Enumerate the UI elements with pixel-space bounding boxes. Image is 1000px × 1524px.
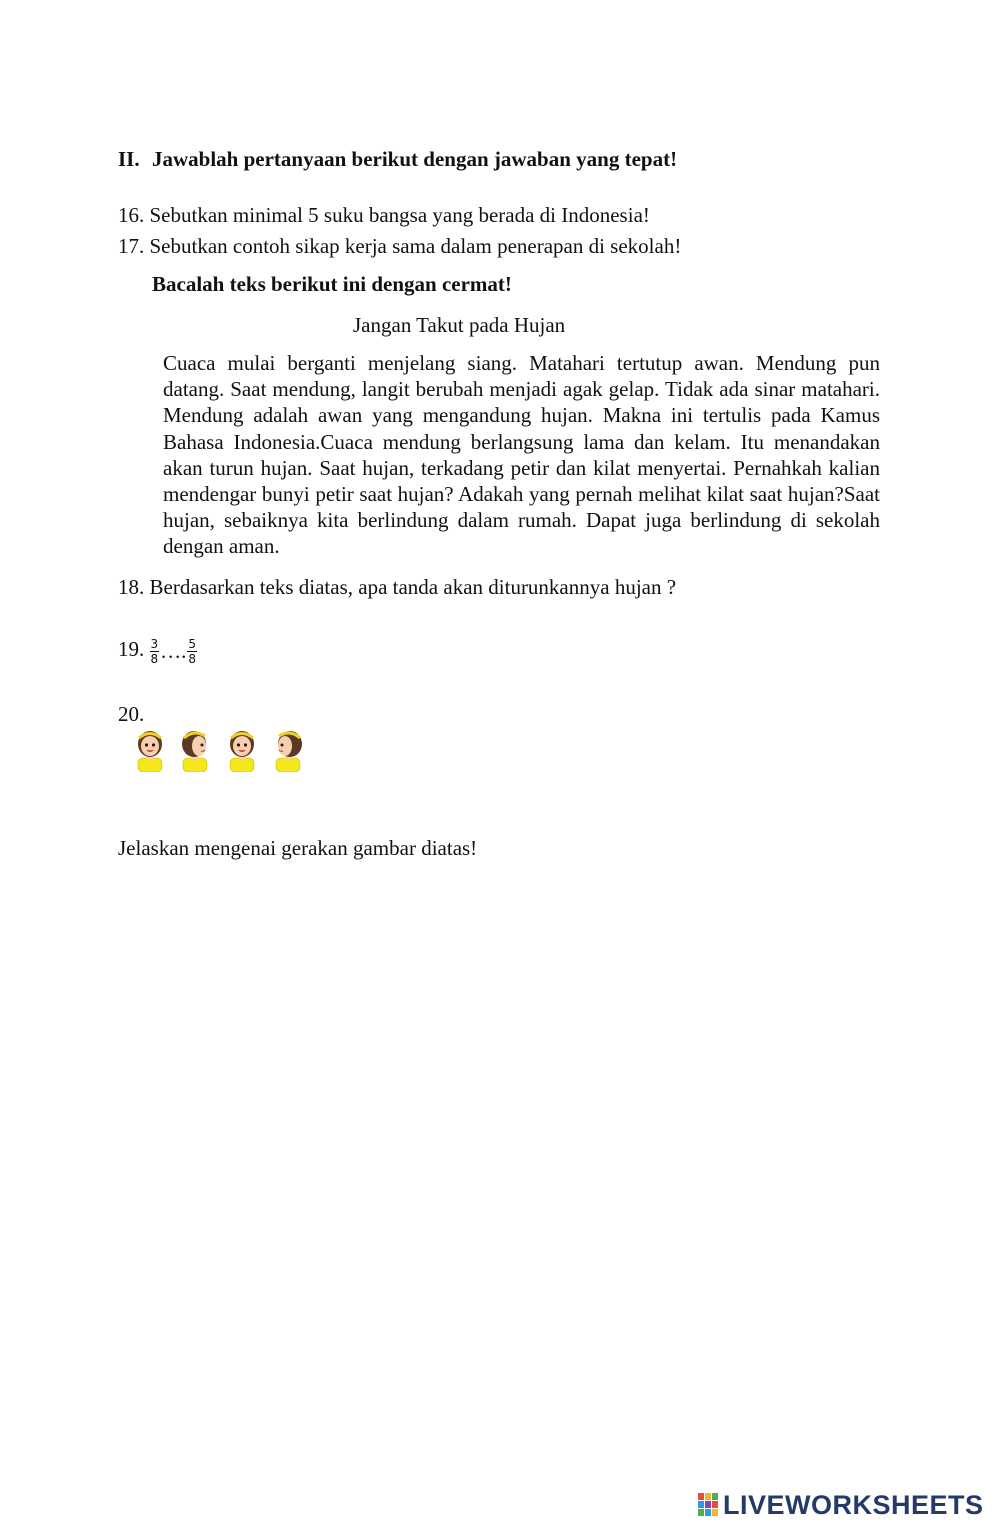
fraction-right-denominator: 8 [188,651,197,666]
section-roman-numeral: II. [118,147,140,171]
fraction-left [150,637,160,666]
comparison-dots: …. [160,639,187,664]
question-17: 17. Sebutkan contoh sikap kerja sama dalam penerapan di sekolah! [118,234,682,258]
fraction-left-numerator: 3 [150,636,159,651]
section-title-text: Jawablah pertanyaan berikut dengan jawaban yang tepat! [152,147,678,171]
question-20-number: 20. [118,702,145,726]
fraction-right-numerator: 5 [188,636,197,651]
question-19 [118,636,197,666]
fraction-left-denominator: 8 [150,651,159,666]
reading-instruction: Bacalah teks berikut ini dengan cermat! [152,272,512,296]
logo-text: LIVEWORKSHEETS [723,1490,984,1520]
liveworksheets-logo [698,1488,984,1522]
girl-side-left-icon [276,731,302,772]
girl-front-icon [138,731,162,772]
girl-head-turning-illustration [130,730,310,772]
reading-passage: Cuaca mulai berganti menjelang siang. Matahari tertutup awan. Mendung pun datang. Saat mendung, langit berubah menjadi agak gelap. Tidak ada sinar matahari. Mendung adalah awan yang mengandung hujan. Makna ini tertulis pada Kamus Bahasa Indonesia.Cuaca mendung berlangsung lama dan kelam. Itu menandakan akan turun hujan. Saat hujan, terkadang petir dan kilat menyertai. Pernahkah kalian mendengar bunyi petir saat hujan? Adakah yang pernah melihat kilat saat hujan?Saat hujan, sebaiknya kita berlindung dalam rumah. Dapat juga berlindung di sekolah dengan aman. [163,351,880,559]
story-title: Jangan Takut pada Hujan [353,313,566,337]
logo-blocks-icon [698,1493,720,1517]
section-title [118,146,677,172]
girl-front-again-icon [230,731,254,772]
question-18: 18. Berdasarkan teks diatas, apa tanda akan diturunkannya hujan ? [118,575,677,599]
fraction-right [187,637,197,666]
question-16: 16. Sebutkan minimal 5 suku bangsa yang berada di Indonesia! [118,203,650,227]
question-19-number: 19. [118,637,145,661]
girl-side-right-icon [182,731,207,772]
question-20-prompt: Jelaskan mengenai gerakan gambar diatas! [118,836,478,860]
